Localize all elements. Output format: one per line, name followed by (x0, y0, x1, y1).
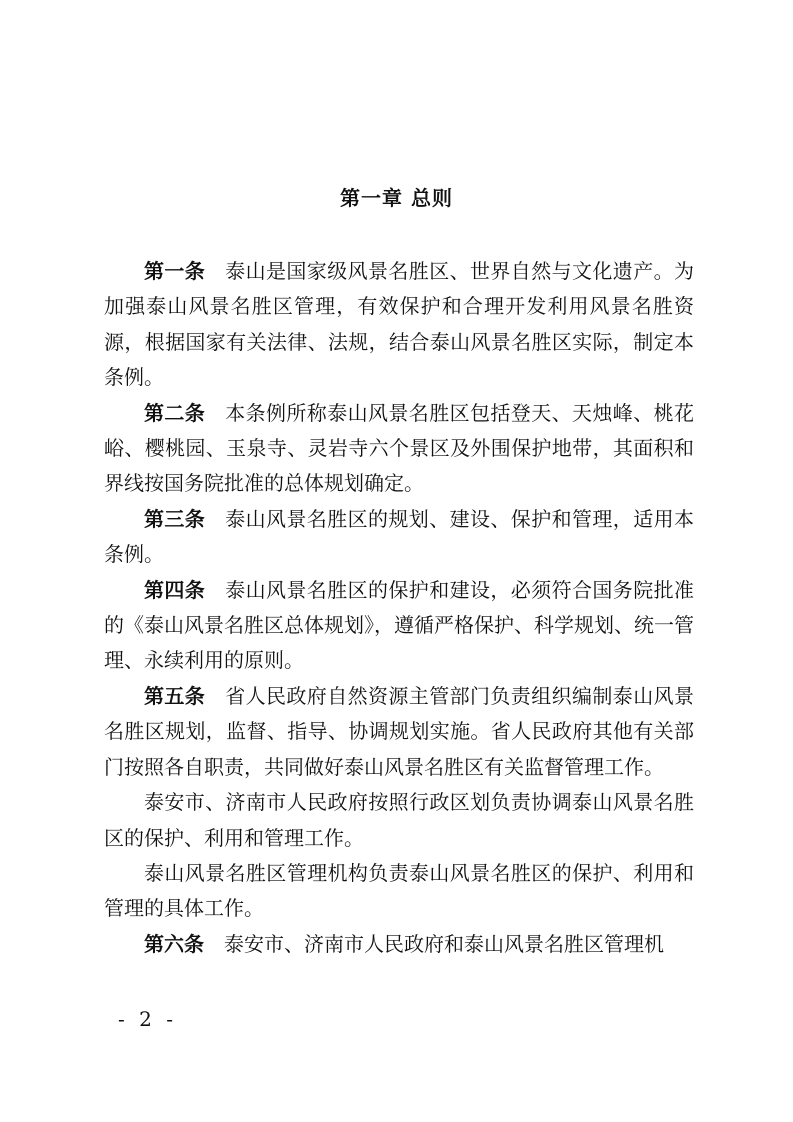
article-label: 第一条 (144, 259, 206, 283)
article-1 (104, 254, 694, 396)
article-2 (104, 396, 694, 502)
article-text: 泰安市、济南市人民政府和泰山风景名胜区管理机 (224, 931, 664, 956)
page-number: - 2 - (118, 1007, 177, 1031)
chapter-title: 第一章 总则 (340, 186, 453, 210)
article-text: 泰山风景名胜区的规划、建设、保护和管理，适用本条例。 (104, 506, 695, 567)
document-body (104, 254, 694, 962)
article-label: 第二条 (144, 400, 206, 425)
article-5-paragraph-3 (104, 856, 694, 927)
article-text: 本条例所称泰山风景名胜区包括登天、天烛峰、桃花峪、樱桃园、玉泉寺、灵岩寺六个景区及外围保护地带，其面积和界线按国务院批准的总体规划确定。 (104, 400, 695, 496)
article-label: 第五条 (144, 683, 206, 708)
article-text: 泰安市、济南市人民政府按照行政区划负责协调泰山风景名胜区的保护、利用和管理工作。 (104, 790, 694, 850)
article-5-paragraph-2 (104, 785, 694, 856)
article-6 (104, 927, 694, 962)
article-5 (104, 679, 694, 785)
article-label: 第三条 (144, 506, 206, 531)
article-3 (104, 502, 694, 573)
article-label: 第四条 (144, 577, 206, 602)
article-4 (104, 573, 694, 679)
article-text: 泰山风景名胜区管理机构负责泰山风景名胜区的保护、利用和管理的具体工作。 (104, 860, 694, 921)
article-label: 第六条 (144, 931, 204, 956)
article-text: 泰山风景名胜区的保护和建设，必须符合国务院批准的《泰山风景名胜区总体规划》，遵循严格保护、科学规划、统一管理、永续利用的原则。 (104, 577, 695, 673)
article-text: 泰山是国家级风景名胜区、世界自然与文化遗产。为加强泰山风景名胜区管理，有效保护和合理开发利用风景名胜资源，根据国家有关法律、法规，结合泰山风景名胜区实际，制定本条例。 (104, 259, 695, 390)
article-text: 省人民政府自然资源主管部门负责组织编制泰山风景名胜区规划，监督、指导、协调规划实施。省人民政府其他有关部门按照各自职责，共同做好泰山风景名胜区有关监督管理工作。 (104, 683, 695, 779)
